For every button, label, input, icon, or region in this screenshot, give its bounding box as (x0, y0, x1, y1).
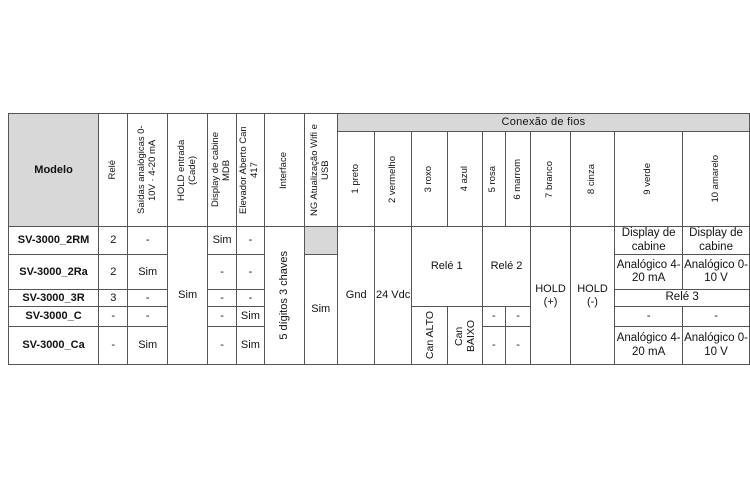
header-wire-4: 4 azul (448, 132, 482, 227)
model-cell: SV-3000_3R (9, 290, 99, 307)
col10-analogico: Analógico 0-10 V (683, 255, 750, 290)
rele-cell: 2 (99, 255, 128, 290)
header-wire-7: 7 branco (531, 132, 570, 227)
dash-cell: - (505, 307, 530, 327)
header-wire-3: 3 roxo (411, 132, 447, 227)
rele-cell: 2 (99, 227, 128, 255)
model-cell: SV-3000_2Ra (9, 255, 99, 290)
col10-dash: - (683, 307, 750, 327)
rele-cell: - (99, 327, 128, 365)
model-cell: SV-3000_Ca (9, 327, 99, 365)
interface-merged: 5 dígitos 3 chaves (265, 227, 304, 365)
saidas-cell: - (128, 307, 167, 327)
header-wire-10: 10 amarelo (683, 132, 750, 227)
rele2-merged: Relé 2 (482, 227, 531, 307)
rele-cell: - (99, 307, 128, 327)
elevador-cell: - (236, 290, 264, 307)
saidas-cell: - (128, 227, 167, 255)
header-saidas: Saídas analógicas 0-10V · 4-20 mA (128, 114, 167, 227)
header-hold-entrada: HOLD entrada (Cade) (167, 114, 207, 227)
header-display-cabine: Display de cabine MDB (208, 114, 236, 227)
rele3-merged: Relé 3 (615, 290, 750, 307)
hold-entrada-merged: Sim (167, 227, 207, 365)
ng-blank-top (304, 227, 337, 255)
header-interface: Interface (265, 114, 304, 227)
hold-minus-merged: HOLD (-) (570, 227, 615, 365)
hold-plus-merged: HOLD (+) (531, 227, 570, 365)
gnd-merged: Gnd (337, 227, 374, 365)
col10-display: Display de cabine (683, 227, 750, 255)
col9-dash: - (615, 307, 683, 327)
display-cell: Sim (208, 227, 236, 255)
rele1-merged: Relé 1 (411, 227, 482, 307)
col9-display: Display de cabine (615, 227, 683, 255)
col9-analogico: Analógico 4-20 mA (615, 255, 683, 290)
header-wire-1: 1 preto (337, 132, 374, 227)
elevador-cell: Sim (236, 327, 264, 365)
col10-analogico: Analógico 0-10 V (683, 327, 750, 365)
header-conexao-fios: Conexão de fios (337, 114, 749, 132)
display-cell: - (208, 327, 236, 365)
can-baixo-merged: Can BAIXO (448, 307, 482, 365)
dash-cell: - (482, 327, 505, 365)
elevador-cell: - (236, 255, 264, 290)
header-row-1 (9, 114, 750, 132)
elevador-cell: - (236, 227, 264, 255)
can-alto-merged: Can ALTO (411, 307, 447, 365)
saidas-cell: Sim (128, 255, 167, 290)
header-modelo: Modelo (9, 114, 99, 227)
header-rele: Relé (99, 114, 128, 227)
header-wire-6: 6 marrom (505, 132, 530, 227)
table-row (9, 227, 750, 255)
display-cell: - (208, 255, 236, 290)
header-ng-atualizacao: NG Atualização Wifi e USB (304, 114, 337, 227)
spec-table (8, 113, 750, 365)
header-elevador-aberto: Elevador Aberto Can 417 (236, 114, 264, 227)
rele-cell: 3 (99, 290, 128, 307)
header-wire-5: 5 rosa (482, 132, 505, 227)
dash-cell: - (505, 327, 530, 365)
ng-merged: Sim (304, 255, 337, 365)
header-wire-2: 2 vermelho (375, 132, 411, 227)
dash-cell: - (482, 307, 505, 327)
display-cell: - (208, 290, 236, 307)
vdc-merged: 24 Vdc (375, 227, 411, 365)
header-wire-8: 8 cinza (570, 132, 615, 227)
saidas-cell: Sim (128, 327, 167, 365)
header-wire-9: 9 verde (615, 132, 683, 227)
model-cell: SV-3000_C (9, 307, 99, 327)
elevador-cell: Sim (236, 307, 264, 327)
display-cell: - (208, 307, 236, 327)
col9-analogico: Analógico 4-20 mA (615, 327, 683, 365)
saidas-cell: - (128, 290, 167, 307)
model-cell: SV-3000_2RM (9, 227, 99, 255)
